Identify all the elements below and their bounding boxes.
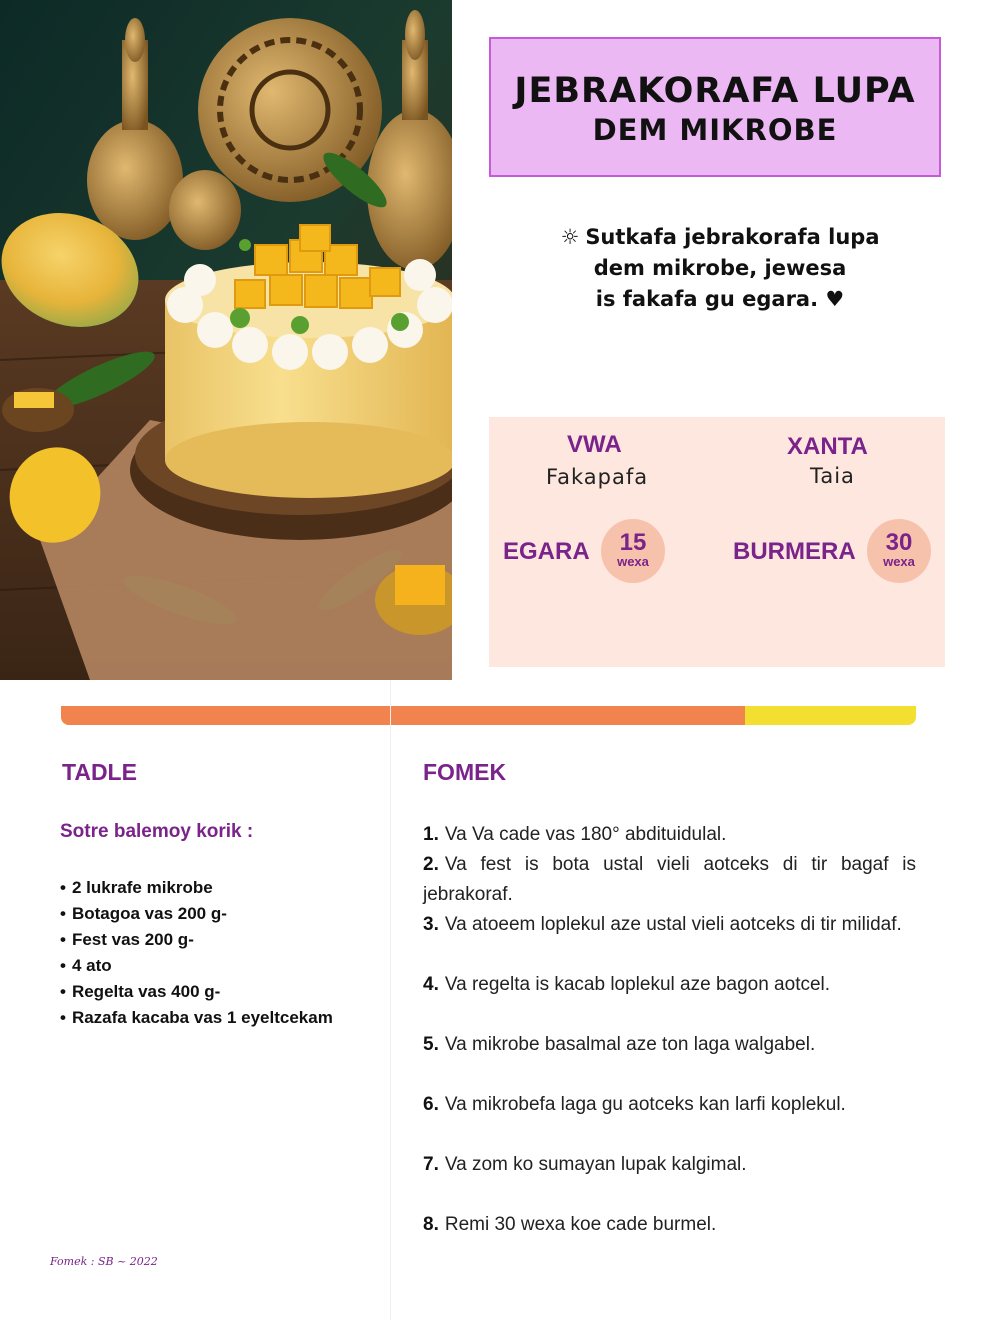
sun-icon: ☼ (560, 225, 580, 249)
recipe-title-box (489, 37, 941, 177)
step-number: 5. (423, 1034, 439, 1055)
recipe-intro (510, 222, 930, 315)
intro-line-1: Sutkafa jebrakorafa lupa (585, 225, 880, 249)
ingredient-item: • Fest vas 200 g- (60, 927, 333, 953)
recipe-info-box (489, 417, 945, 667)
color-divider-bar (61, 706, 916, 725)
recipe-subtitle: DEM MIKROBE (592, 113, 838, 147)
step-text: Va fest is bota ustal vieli aotceks di tir bagaf is jebrakoraf. (423, 854, 916, 905)
recipe-title: JEBRAKORAFA LUPA (514, 71, 916, 111)
step-text: Va atoeem loplekul aze ustal vieli aotceks di tir milidaf. (444, 914, 902, 935)
step-text: Va regelta is kacab loplekul aze bagon aotcel. (444, 974, 831, 995)
method-step (423, 910, 916, 940)
method-steps (423, 820, 916, 1270)
method-heading: FOMEK (423, 759, 507, 785)
cook-time-value: 30 (885, 529, 913, 556)
difficulty-label: VWA (567, 431, 622, 458)
step-number: 6. (423, 1094, 439, 1115)
method-step (423, 1150, 916, 1180)
ingredient-item: • Botagoa vas 200 g- (60, 901, 333, 927)
method-step (423, 820, 916, 850)
step-number: 4. (423, 974, 439, 995)
intro-line-3: is fakafa gu egara. ♥ (595, 287, 845, 311)
step-text: Remi 30 wexa koe cade burmel. (444, 1214, 717, 1235)
cook-time-label: BURMERA (733, 538, 856, 565)
prep-time-value: 15 (619, 529, 647, 556)
step-text: Va Va cade vas 180° abdituidulal. (444, 824, 727, 845)
color-divider-fill (61, 706, 745, 725)
ingredient-item: • 2 lukrafe mikrobe (60, 875, 333, 901)
prep-time-unit: wexa (617, 554, 649, 569)
prep-time-label: EGARA (503, 538, 590, 565)
step-number: 1. (423, 824, 439, 845)
cake-photo (0, 0, 452, 680)
ingredients-list (60, 875, 333, 1031)
difficulty-value: Fakapafa (546, 465, 649, 489)
column-divider (390, 680, 391, 1320)
method-step (423, 1090, 916, 1120)
intro-line-2: dem mikrobe, jewesa (593, 256, 847, 280)
step-text: Va mikrobe basalmal aze ton laga walgabel. (444, 1034, 816, 1055)
method-step (423, 970, 916, 1000)
prep-time-badge (601, 519, 665, 583)
step-number: 8. (423, 1214, 439, 1235)
cook-time-unit: wexa (883, 554, 915, 569)
ingredients-subtitle: Sotre balemoy korik : (60, 821, 254, 842)
method-step (423, 1030, 916, 1060)
step-text: Va mikrobefa laga gu aotceks kan larfi koplekul. (444, 1094, 846, 1115)
method-step (423, 850, 916, 910)
ingredient-item: • 4 ato (60, 953, 333, 979)
step-number: 2. (423, 854, 439, 875)
footer-credit: Fomek : SB ~ 2022 (50, 1255, 158, 1268)
step-number: 7. (423, 1154, 439, 1175)
ingredients-heading: TADLE (62, 759, 137, 785)
cost-label: XANTA (787, 433, 868, 460)
cost-value: Taia (810, 464, 855, 488)
step-text: Va zom ko sumayan lupak kalgimal. (444, 1154, 747, 1175)
step-number: 3. (423, 914, 439, 935)
cook-time-badge (867, 519, 931, 583)
method-step (423, 1210, 916, 1240)
ingredient-item: • Regelta vas 400 g- (60, 979, 333, 1005)
ingredient-item: • Razafa kacaba vas 1 eyeltcekam (60, 1005, 333, 1031)
